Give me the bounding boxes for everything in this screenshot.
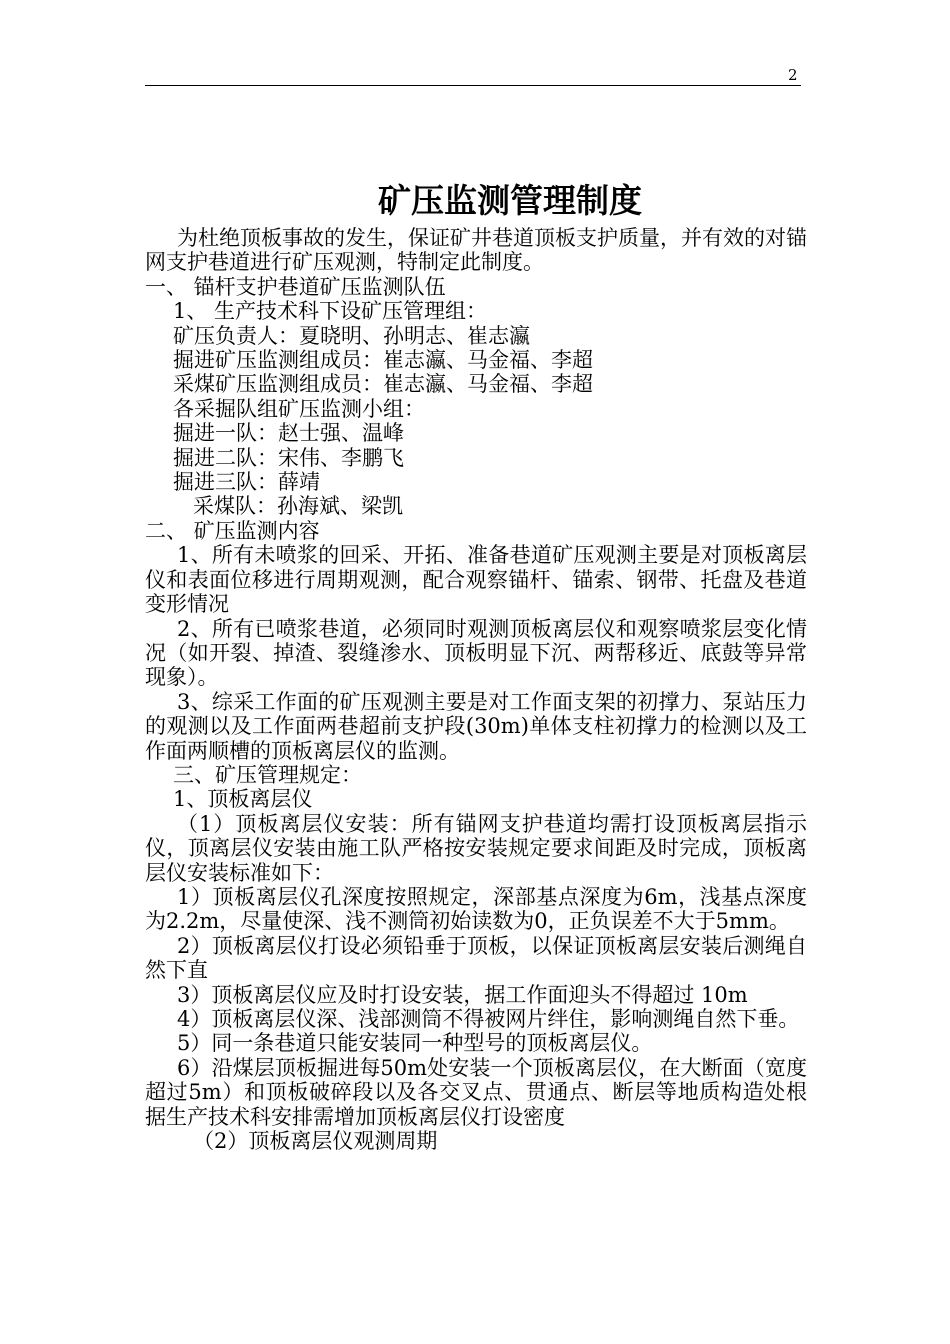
document-title: 矿压监测管理制度 xyxy=(378,181,642,220)
body-paragraph: 3、综采工作面的矿压观测主要是对工作面支架的初撑力、泵站压力的观测以及工作面两巷超前支护段(30m)单体支柱初撑力的检测以及工作面两顺槽的顶板离层仪的监测。 xyxy=(145,689,807,763)
header-rule xyxy=(145,85,801,86)
list-item: 掘进二队：宋伟、李鹏飞 xyxy=(173,445,404,470)
list-item: 1、 生产技术科下设矿压管理组： xyxy=(173,299,488,324)
list-item: 矿压负责人：夏晓明、孙明志、崔志瀛 xyxy=(173,323,530,348)
section-heading-3: 三、矿压管理规定： xyxy=(173,762,362,787)
body-paragraph: 6）沿煤层顶板掘进每50m处安装一个顶板离层仪，在大断面（宽度超过5m）和顶板破碎段以及各交叉点、贯通点、断层等地质构造处根据生产技术科安排需增加顶板离层仪打设密度 xyxy=(145,1055,807,1129)
list-item: 掘进一队：赵士强、温峰 xyxy=(173,421,404,446)
body-paragraph: （1）顶板离层仪安装：所有锚网支护巷道均需打设顶板离层指示仪，顶离层仪安装由施工队严格按安装规定要求间距及时完成，顶板离层仪安装标准如下： xyxy=(145,811,807,885)
subsection-heading: （2）顶板离层仪观测周期 xyxy=(193,1129,438,1154)
body-paragraph: 4）顶板离层仪深、浅部测筒不得被网片绊住，影响测绳自然下垂。 xyxy=(177,1007,800,1031)
subsection-heading: 1、顶板离层仪 xyxy=(173,787,313,812)
section-heading-2: 二、 矿压监测内容 xyxy=(145,518,320,543)
list-item: 采煤矿压监测组成员：崔志瀛、马金福、李超 xyxy=(173,372,593,397)
body-paragraph: 1）顶板离层仪孔深度按照规定，深部基点深度为6m，浅基点深度为2.2m，尽量使深、浅不测筒初始读数为0，正负误差不大于5mm。 xyxy=(145,884,807,934)
list-item: 采煤队：孙海斌、梁凯 xyxy=(193,494,403,519)
body-paragraph: 3）顶板离层仪应及时打设安装，据工作面迎头不得超过 10m xyxy=(177,982,748,1007)
list-item: 掘进矿压监测组成员：崔志瀛、马金福、李超 xyxy=(173,348,593,373)
section-heading-1: 一、 锚杆支护巷道矿压监测队伍 xyxy=(145,274,446,299)
page-number: 2 xyxy=(788,66,798,84)
list-item: 各采掘队组矿压监测小组： xyxy=(173,396,425,421)
body-paragraph: 2）顶板离层仪打设必须铅垂于顶板，以保证顶板离层安装后测绳自然下直 xyxy=(145,933,807,983)
list-item: 掘进三队：薛靖 xyxy=(173,470,320,495)
intro-paragraph: 为杜绝顶板事故的发生，保证矿井巷道顶板支护质量，并有效的对锚网支护巷道进行矿压观测，特制定此制度。 xyxy=(145,226,807,275)
body-paragraph: 5）同一条巷道只能安装同一种型号的顶板离层仪。 xyxy=(177,1031,653,1056)
document-body xyxy=(145,226,807,1153)
body-paragraph: 1、所有未喷浆的回采、开拓、准备巷道矿压观测主要是对顶板离层仪和表面位移进行周期观测，配合观察锚杆、锚索、钢带、托盘及巷道变形情况 xyxy=(145,543,807,617)
body-paragraph: 2、所有已喷浆巷道，必须同时观测顶板离层仪和观察喷浆层变化情况（如开裂、掉渣、裂缝渗水、顶板明显下沉、两帮移近、底鼓等异常现象）。 xyxy=(145,616,807,690)
